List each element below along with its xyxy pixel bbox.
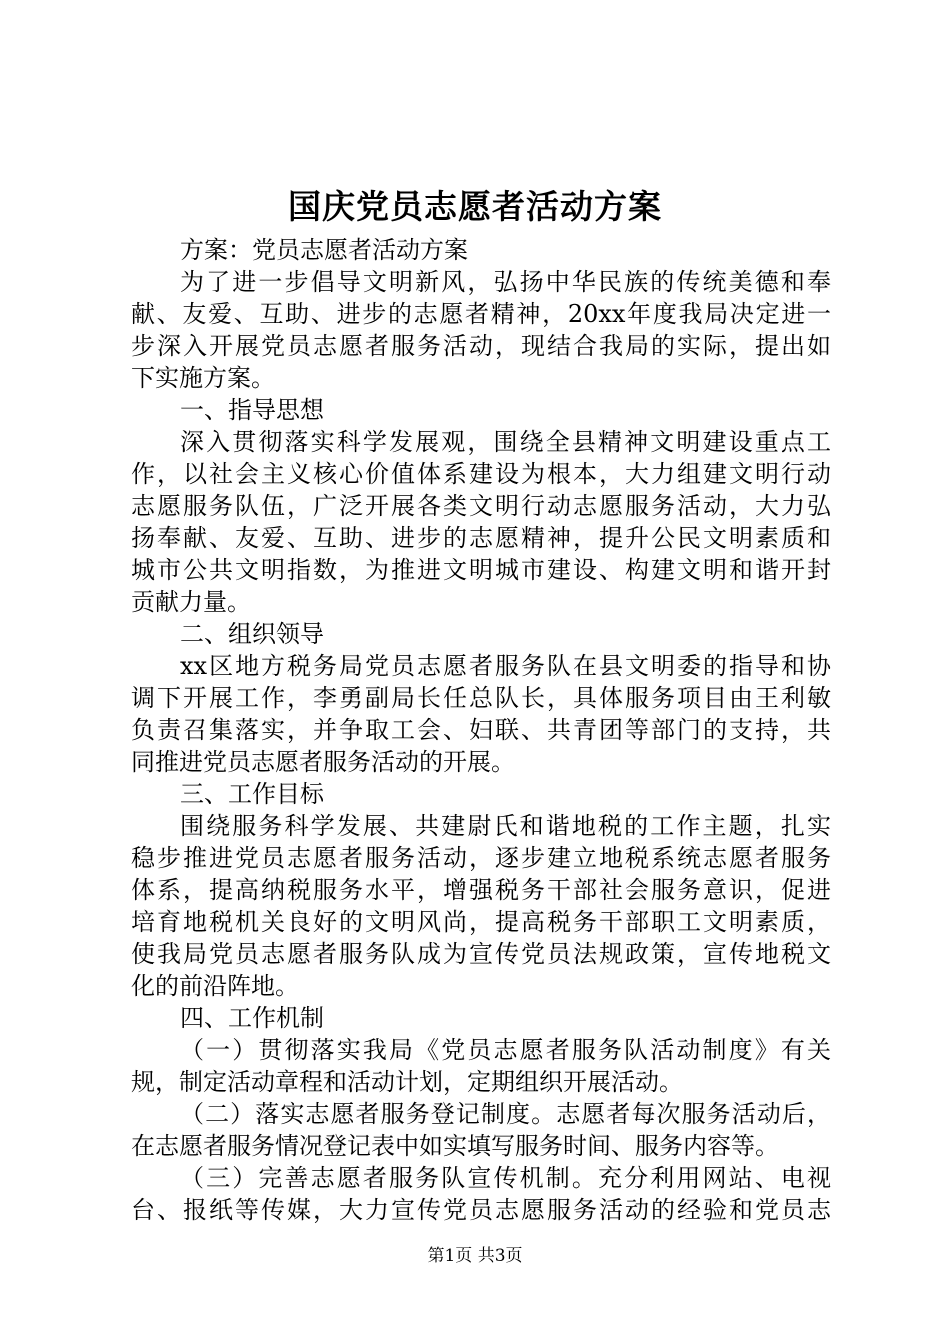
text-line: 志愿服务队伍，广泛开展各类文明行动志愿服务活动，大力弘 [131,492,831,520]
document-title: 国庆党员志愿者活动方案 [288,187,662,226]
text-line: 围绕服务科学发展、共建尉氏和谐地税的工作主题，扎实 [180,812,831,840]
text-line: 献、友爱、互助、进步的志愿者精神，20xx年度我局决定进一 [131,300,831,328]
text-line: xx区地方税务局党员志愿者服务队在县文明委的指导和协 [180,652,831,680]
text-line: 在志愿者服务情况登记表中如实填写服务时间、服务内容等。 [131,1132,779,1160]
text-line: 三、工作目标 [180,780,324,808]
text-line: 调下开展工作，李勇副局长任总队长，具体服务项目由王利敏 [131,684,831,712]
text-line: 使我局党员志愿者服务队成为宣传党员法规政策，宣传地税文 [131,940,831,968]
text-line: 稳步推进党员志愿者服务活动，逐步建立地税系统志愿者服务 [131,844,831,872]
text-line: 体系，提高纳税服务水平，增强税务干部社会服务意识，促进 [131,876,831,904]
text-line: （二）落实志愿者服务登记制度。志愿者每次服务活动后， [180,1100,831,1128]
text-line: 为了进一步倡导文明新风，弘扬中华民族的传统美德和奉 [180,268,831,296]
text-line: 规，制定活动章程和活动计划，定期组织开展活动。 [131,1068,683,1096]
page-footer: 第1页 共3页 [427,1246,523,1266]
text-line: 化的前沿阵地。 [131,972,299,1000]
document-body [131,234,831,1226]
text-line: （三）完善志愿者服务队宣传机制。充分利用网站、电视 [180,1164,831,1192]
text-line: 一、指导思想 [180,396,324,424]
text-line: 下实施方案。 [131,364,275,392]
text-line: 贡献力量。 [131,588,251,616]
text-line: 方案：党员志愿者活动方案 [180,236,468,264]
text-line: 负责召集落实，并争取工会、妇联、共青团等部门的支持，共 [131,716,831,744]
text-line: 作，以社会主义核心价值体系建设为根本，大力组建文明行动 [131,460,831,488]
text-line: 深入贯彻落实科学发展观，围绕全县精神文明建设重点工 [180,428,831,456]
text-line: 同推进党员志愿者服务活动的开展。 [131,748,515,776]
text-line: （一）贯彻落实我局《党员志愿者服务队活动制度》有关 [180,1036,831,1064]
text-line: 步深入开展党员志愿者服务活动，现结合我局的实际，提出如 [131,332,831,360]
text-line: 培育地税机关良好的文明风尚，提高税务干部职工文明素质， [131,908,831,936]
text-line: 城市公共文明指数，为推进文明城市建设、构建文明和谐开封 [131,556,831,584]
text-line: 四、工作机制 [180,1004,324,1032]
text-line: 扬奉献、友爱、互助、进步的志愿精神，提升公民文明素质和 [131,524,831,552]
text-line: 台、报纸等传媒，大力宣传党员志愿服务活动的经验和党员志 [131,1196,831,1224]
text-line: 二、组织领导 [180,620,324,648]
